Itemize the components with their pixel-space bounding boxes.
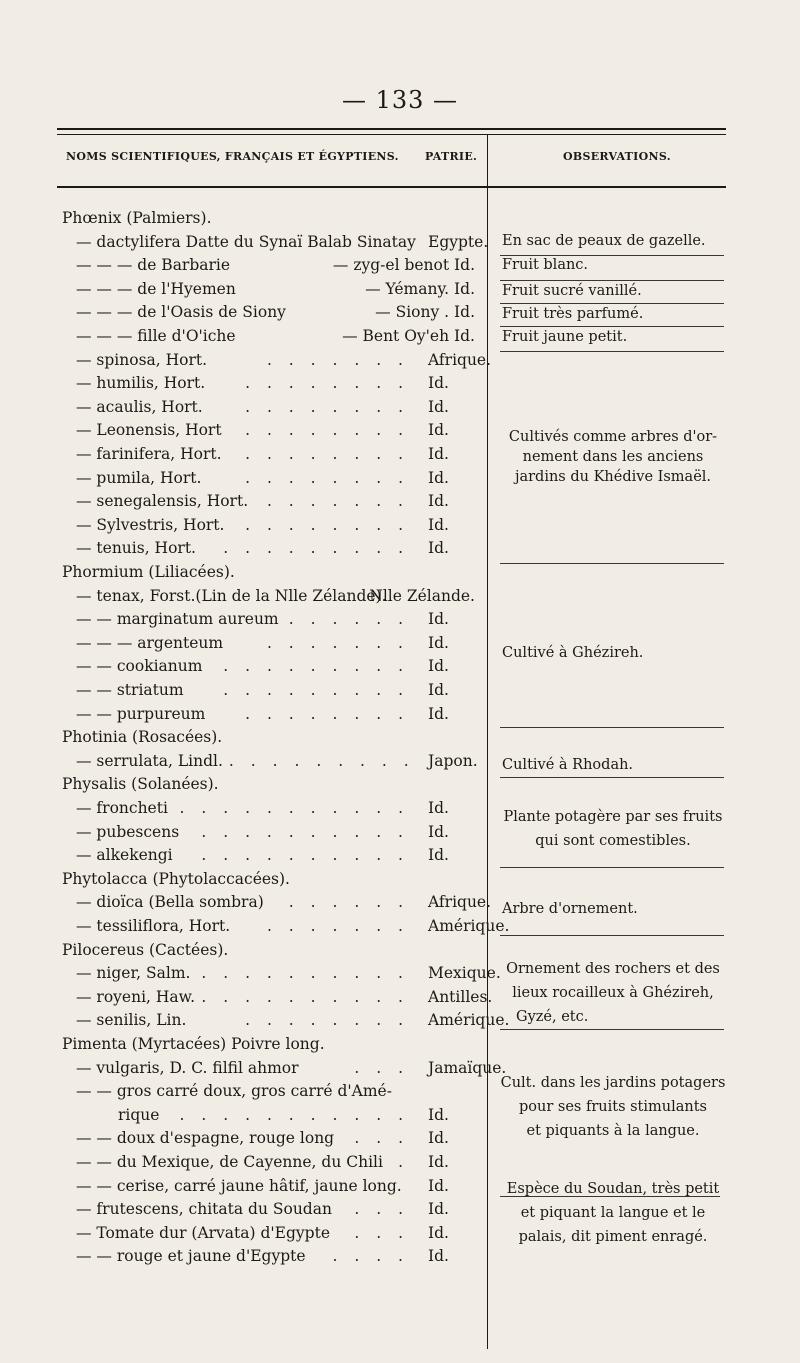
species-name: — acaulis, Hort. [76, 397, 203, 416]
top-rule-thick [57, 128, 726, 130]
species-name: — Tomate dur (Arvata) d'Egypte [76, 1223, 330, 1242]
species-name: — royeni, Haw. [76, 987, 196, 1006]
obs-phoenix-2: Fruit blanc. [502, 257, 589, 273]
obs-sep [500, 563, 724, 564]
obs-phoenix-cultives-1: Cultivés comme arbres d'or- [508, 429, 718, 445]
species-patrie: Id. [428, 1176, 449, 1195]
leader-dots: . . . . . . . . . . . [179, 799, 409, 817]
species-patrie: Antilles. [428, 987, 493, 1006]
obs-phytolacca: Arbre d'ornement. [502, 901, 638, 917]
species-name: — — striatum [76, 681, 184, 699]
obs-pilocereus-2: lieux rocailleux à Ghézireh, [512, 985, 714, 1001]
species-name: — pumila, Hort. [76, 468, 202, 487]
leader-dots: . . . . . . . . [245, 421, 409, 440]
species-patrie: Egypte. [428, 232, 489, 251]
obs-photinia: Cultivé à Rhodah. [502, 757, 634, 773]
obs-soudan-3: palais, dit piment enragé. [518, 1229, 708, 1245]
obs-soudan-2: et piquant la langue et le [520, 1205, 706, 1221]
obs-sep [500, 351, 724, 352]
header-names: NOMS SCIENTIFIQUES, FRANÇAIS ET ÉGYPTIENS. [66, 150, 399, 163]
species-patrie: Id. [428, 1129, 449, 1148]
species-name: — tenax, Forst.(Lin de la Nlle Zélande). [76, 586, 387, 605]
species-patrie: Id. [428, 704, 449, 723]
species-name: — senilis, Lin. [76, 1011, 187, 1030]
species-name: — Sylvestris, Hort. [76, 515, 225, 534]
obs-sep [500, 1029, 724, 1030]
species-patrie: Mexique. [428, 964, 501, 983]
species-name: — niger, Salm. [76, 964, 191, 983]
leader-dots: . . . . . . . . [245, 374, 409, 393]
header-patrie: PATRIE. [425, 150, 478, 163]
species-name: — frutescens, chitata du Soudan [76, 1200, 332, 1219]
leader-dots: . . . [354, 1223, 409, 1242]
obs-soudan-1: Espèce du Soudan, très petit [506, 1181, 720, 1197]
leader-dots: . . . . . . . [266, 350, 409, 369]
leader-dots: . . . . . . . . . [228, 751, 415, 770]
species-patrie: Japon. [428, 751, 478, 770]
top-rule-thin [57, 134, 726, 135]
header-rule [57, 186, 726, 188]
species-patrie: Id. [428, 539, 449, 558]
leader-dots: . . . [354, 1200, 409, 1219]
leader-dots: . . . [354, 1058, 409, 1077]
leader-dots: . . . . . . . [266, 633, 409, 652]
obs-pimenta-2: pour ses fruits stimulants [519, 1099, 707, 1115]
species-name: — vulgaris, D. C. filfil ahmor [76, 1058, 299, 1077]
species-name: — — du Mexique, de Cayenne, du Chili [76, 1153, 383, 1171]
species-name: — tenuis, Hort. [76, 539, 196, 558]
obs-phoenix-1: En sac de peaux de gazelle. [502, 233, 706, 249]
species-name: Physalis (Solanées). [62, 775, 219, 794]
species-name: — dactylifera Datte du Synaï Balab Sinatay [76, 232, 416, 251]
obs-phoenix-5: Fruit jaune petit. [502, 329, 628, 345]
obs-sep [500, 777, 724, 778]
obs-pilocereus-3: Gyzé, etc. [516, 1009, 589, 1025]
species-name: — dioïca (Bella sombra) [76, 893, 264, 912]
species-name: — Leonensis, Hort [76, 421, 222, 440]
species-patrie: Id. [428, 681, 449, 699]
species-patrie: Id. [428, 515, 449, 534]
species-name: — senegalensis, Hort. [76, 492, 249, 511]
species-name: Phytolacca (Phytolaccacées). [62, 869, 290, 888]
species-name: — — gros carré doux, gros carré d'Amé- [76, 1082, 392, 1101]
species-name: — — — argenteum [76, 633, 224, 652]
leader-dots: . . . . . . [288, 893, 409, 912]
species-patrie: Id. [428, 374, 449, 393]
species-patrie: Id. [428, 397, 449, 416]
leader-dots: . . . . . . . . . . [201, 964, 409, 983]
species-patrie: Id. [428, 799, 449, 817]
species-name: Phormium (Liliacées). [62, 563, 235, 581]
species-name: — spinosa, Hort. [76, 350, 208, 369]
species-patrie: Id. [428, 657, 449, 676]
leader-dots: . . . . . . . . . [223, 539, 409, 558]
species-patrie: Amérique. [428, 917, 510, 935]
species-patrie: Id. [428, 1105, 449, 1124]
leader-dots: . . . . . . . . [245, 445, 409, 463]
leader-dots: . . . . . . [288, 610, 409, 629]
species-name: — — marginatum aureum [76, 610, 279, 629]
species-name: — — doux d'espagne, rouge long [76, 1129, 335, 1148]
obs-sep [500, 935, 724, 936]
leader-dots: . . . . . . . . [245, 397, 409, 416]
page-number: — 133 — [341, 86, 459, 114]
leader-dots: . . . . . . . . [245, 515, 409, 534]
leader-dots: . . . . [332, 1247, 409, 1266]
leader-dots: . . . . . . . [266, 492, 409, 511]
obs-phoenix-cultives-2: nement dans les anciens [522, 449, 704, 465]
obs-phoenix-cultives-3: jardins du Khédive Ismaël. [514, 469, 712, 485]
species-patrie: — Bent Oy'eh Id. [342, 327, 475, 345]
species-name: — — purpureum [76, 704, 206, 723]
obs-pilocereus-1: Ornement des rochers et des [506, 961, 720, 977]
leader-dots: . . . . . . . . . [223, 681, 409, 699]
species-name: Photinia (Rosacées). [62, 728, 223, 747]
species-name: Pimenta (Myrtacées) Poivre long. [62, 1035, 325, 1053]
species-name: — tessiliflora, Hort. [76, 917, 231, 935]
species-patrie: Afrique. [428, 893, 492, 912]
leader-dots: . . . . . . . . . . [201, 846, 409, 865]
species-name: — — — de Barbarie [76, 256, 231, 275]
species-patrie: Id. [428, 1153, 449, 1171]
species-patrie: Id. [428, 1200, 449, 1219]
species-name: — alkekengi [76, 846, 173, 865]
species-patrie: Id. [428, 610, 449, 629]
obs-pimenta-1: Cult. dans les jardins potagers [500, 1075, 726, 1091]
header-observations: OBSERVATIONS. [563, 150, 671, 163]
species-patrie: Jamaïque. [428, 1058, 507, 1077]
leader-dots: . . . . . . . . [245, 704, 409, 723]
obs-physalis-1: Plante potagère par ses fruits [503, 809, 723, 825]
leader-dots: . . . . . . . . . [223, 657, 409, 676]
column-divider [487, 134, 488, 1349]
species-patrie: — zyg-el benot Id. [332, 256, 475, 275]
species-patrie: Id. [428, 492, 449, 511]
species-name: — — rouge et jaune d'Egypte [76, 1247, 306, 1266]
obs-sep [500, 727, 724, 728]
species-name: — humilis, Hort. [76, 374, 206, 393]
species-patrie: Amérique. [428, 1011, 510, 1030]
species-patrie: Id. [428, 633, 449, 652]
leader-dots: . . . . . . . . . . . [179, 1105, 409, 1124]
species-name: — — — de l'Hyemen [76, 279, 236, 298]
species-patrie: Id. [428, 1247, 449, 1266]
species-name: Phœnix (Palmiers). [62, 209, 212, 227]
species-name: — serrulata, Lindl. [76, 751, 223, 770]
species-name: rique [118, 1105, 160, 1124]
obs-phormium: Cultivé à Ghézireh. [502, 645, 644, 661]
species-patrie: Id. [428, 468, 449, 487]
obs-physalis-2: qui sont comestibles. [535, 833, 691, 849]
species-patrie: Id. [428, 1223, 449, 1242]
species-patrie: Nlle Zélande. [369, 586, 475, 605]
species-patrie: — Siony . Id. [375, 303, 475, 322]
species-name: Pilocereus (Cactées). [62, 940, 229, 959]
species-name: — froncheti [76, 799, 168, 817]
species-name: — — — de l'Oasis de Siony [76, 303, 286, 322]
species-patrie: Id. [428, 445, 449, 463]
obs-sep [500, 867, 724, 868]
obs-phoenix-3: Fruit sucré vanillé. [502, 283, 642, 299]
species-patrie: Id. [428, 421, 449, 440]
leader-dots: . . . . . . . . . . [201, 987, 409, 1006]
obs-phoenix-4: Fruit très parfumé. [502, 306, 644, 322]
species-name: — — cerise, carré jaune hâtif, jaune long. [76, 1176, 402, 1195]
obs-pimenta-3: et piquants à la langue. [526, 1123, 700, 1139]
species-patrie: Id. [428, 822, 449, 841]
leader-dots: . . . . . . . . [245, 1011, 409, 1030]
species-patrie: Afrique. [428, 350, 492, 369]
species-patrie: — Yémany. Id. [365, 279, 475, 298]
species-name: — — cookianum [76, 657, 203, 676]
leader-dots: . . . . . . . . [245, 468, 409, 487]
leader-dots: . [398, 1153, 409, 1171]
leader-dots: . . . . . . . [266, 917, 409, 935]
species-name: — — — fille d'O'iche [76, 327, 236, 345]
leader-dots: . . . . . . . . . . [201, 822, 409, 841]
leader-dots: . . . [354, 1129, 409, 1148]
species-patrie: Id. [428, 846, 449, 865]
species-name: — pubescens [76, 822, 180, 841]
species-name: — farinifera, Hort. [76, 445, 222, 463]
